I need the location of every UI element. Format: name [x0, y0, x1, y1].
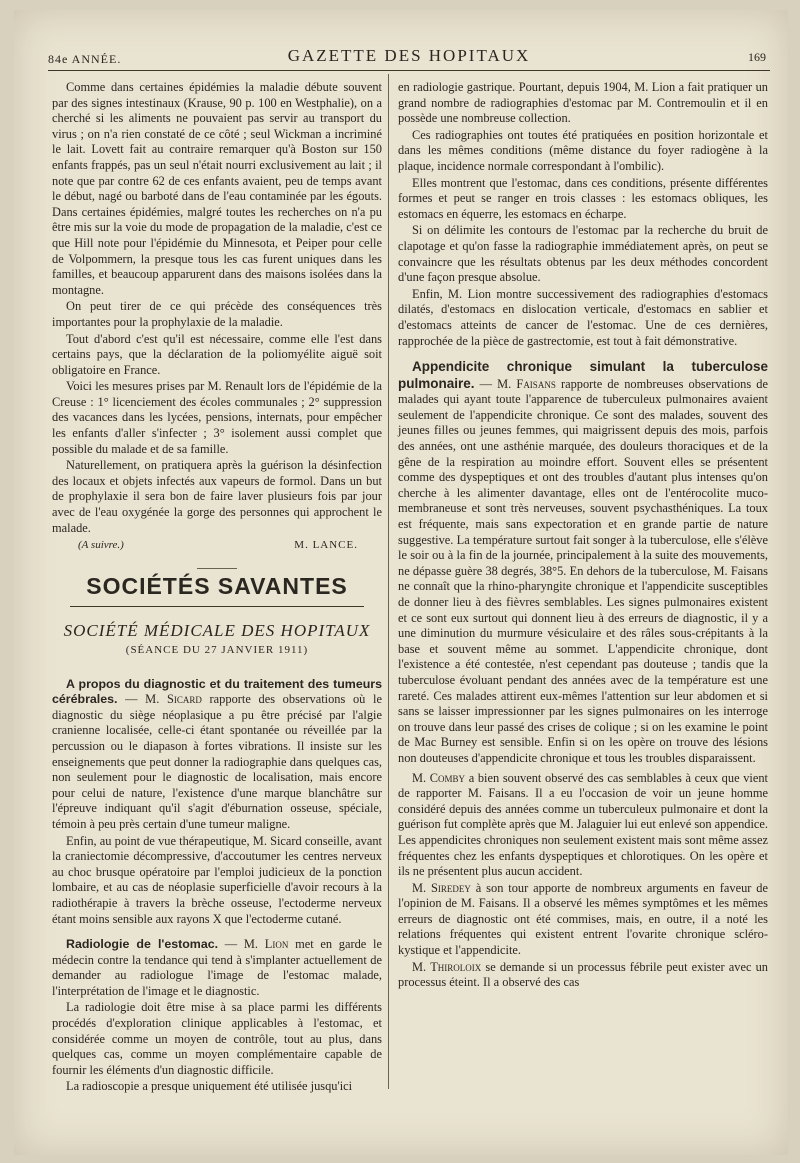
- speaker-name: Thiroloix: [430, 959, 482, 974]
- speaker-name: Faisans: [516, 376, 556, 391]
- article-heading: Appendicite chronique simulant la tuberculose pulmonaire.: [398, 359, 768, 391]
- article-text: rapporte de nombreuses observations de malades qui ayant toute l'apparence de tuberculeux pulmonaires avaient seulement de l'appendicite chronique. Ce sont des malades, souvent des jeunes filles ou jeunes femmes, qui maigrissent depuis des mois, parfois des années, ont une asthénie marquée, des douleurs thoraciques et de la gêne de la respiration au moindre effort. Souvent elles se présentent comme des dyspeptiques et ont des troubles d'autant plus intenses qu'on cherche à les alimenter davantage, elles ont de l'entérocolite muco-membraneuse et sont très nerveuses, souvent psychasthéniques. La toux est fréquente, mais sans expectoration et en grande partie de nature suggestive. La température surtout fait songer à la tuberculose, elle s'élève le soir ou à la fin de la journée, principalement à la suite des mouvements, ne dépasse guère 38 degrés, 38°5. En dehors de la tuberculose, M. Faisans ne connaît que la rhino-pharyngite chronique et l'appendicite susceptibles de donner lieu à des fièvres semblables. Les signes pulmonaires existent et ce sont eux surtout qui donnent lieu à des erreurs de diagnostic, il y a une diminution du murmure vésiculaire et des râles sous-crépitants à la base et souvent même au sommet. L'appendicite chronique, dont l'existence a été contestée, n'est cependant pas douteuse ; tandis que la tuberculose évoluant pendant des années avec de la température est une rareté. Ces malades attirent eux-mêmes l'attention sur leur abdomen et si sans se laisser impressionner par les signes pulmonaires on les interroge on trouve dans leur passé des crises de colique ; si on les examine le point de Mac Burney est sensible. Enfin si on les opère on trouve des lésions non douteuses d'appendicite chronique et tous les troubles disparaissent.: [398, 376, 768, 765]
- article-paragraph: M. Comby a bien souvent observé des cas semblables à ceux que vient de rapporter M. Faisans. Il a eu l'occasion de voir un jeune homme considéré depuis des années comme un tuberculeux pulmonaire et dont la guérison fut complète après que M. Jalaguier lui eut enlevé son appendice. Les appendicites chroniques non seulement existent mais sont même assez fréquentes chez les enfants dyspeptiques et chlorotiques. On les opère et ils ne présentent plus aucun accident.: [398, 770, 768, 879]
- paragraph: Tout d'abord c'est qu'il est nécessaire, comme elle l'est dans certains pays, que la déclaration de la poliomyélite aiguë soit obligatoire en France.: [52, 331, 382, 377]
- paragraph: Naturellement, on pratiquera après la guérison la désinfection des locaux et objets infectés aux vapeurs de formol. Dans un but de prophylaxie il sera bon de faire laver plusieurs fois par jour avec de l'eau oxygénée la gorge des personnes qui approchent le malade.: [52, 458, 382, 535]
- paragraph: Comme dans certaines épidémies la maladie débute souvent par des signes intestinaux (Krause, 90 p. 100 en Westphalie), on a cherché si les aliments ne pouvaient pas servir au transport du virus ; on n'a rien constaté de ce côté ; seul Wickman a incriminé le lait. Lovett fait au contraire remarquer qu'à Boston sur 150 enfants frappés, pas un seul n'était nourri exclusivement au lait ; il note que par contre 62 de ces enfants avaient, peu de temps avant le début, nagé ou barboté dans de l'eau contaminée par les égouts. Dans certaines épidémies, malgré toutes les recherches on n'a pu être mis sur la voie du mode de propagation de la maladie, c'est ce que Hill note pour l'épidémie du Minnesota, et Peiper pour celle de Volpommern, la presque tous les cas furent uniques dans les familles, et beaucoup apparurent dans des maisons isolées dans la montagne.: [52, 80, 382, 297]
- header-rule: [48, 70, 770, 71]
- section-title: SOCIÉTÉS SAVANTES: [86, 572, 348, 599]
- column-rule: [388, 74, 389, 1089]
- page-header: [48, 40, 770, 68]
- article-paragraph: Appendicite chronique simulant la tuberculose pulmonaire. — M. Faisans rapporte de nombreuses observations de malades qui ayant toute l'apparence de tuberculeux pulmonaires avaient seulement de l'appendicite chronique. Ce sont des malades, souvent des jeunes filles ou jeunes femmes, qui maigrissent depuis des mois, parfois des années, ont une asthénie marquée, des douleurs thoraciques et de la gêne de la respiration au moindre effort. Souvent elles se présentent comme des dyspeptiques et ont des troubles d'autant plus intenses qu'on cherche à les alimenter davantage, elles ont de l'entérocolite muco-membraneuse et sont très nerveuses, souvent psychasthéniques. La toux est fréquente, mais sans expectoration et en grande partie de nature suggestive. La température surtout fait songer à la tuberculose, elle s'élève le soir ou à la fin de la journée, principalement à la suite des mouvements, ne dépasse guère 38 degrés, 38°5. En dehors de la tuberculose, M. Faisans ne connaît que la rhino-pharyngite chronique et l'appendicite susceptibles de donner lieu à des fièvres semblables. Les signes pulmonaires existent et ce sont eux surtout qui donnent lieu à des erreurs de diagnostic, il y a une diminution du murmure vésiculaire et des râles sous-crépitants à la base et souvent même au sommet. L'appendicite chronique, dont l'existence a été contestée, n'est cependant pas douteuse ; tandis que la tuberculose évoluant pendant des années avec de la température est une rareté. Ces malades attirent eux-mêmes l'attention sur leur abdomen et si sans se laisser impressionner par les signes pulmonaires on les interroge on trouve dans leur passé des crises de colique ; si on les examine le point de Mac Burney est sensible. Enfin si on les opère on trouve des lésions non douteuses d'appendicite chronique et tous les troubles disparaissent.: [398, 359, 768, 765]
- paragraph: Voici les mesures prises par M. Renault lors de l'épidémie de la Creuse : 1° licenciement des écoles communales ; 2° suppression des vacances dans les lycées, pensions, internats, pour empêcher les enfants d'aller s'infecter ; 3° isolement aussi complet que possible du malade et de sa famille.: [52, 379, 382, 456]
- to-be-continued: (A suivre.): [78, 539, 124, 552]
- article-text: met en garde le médecin contre la tendance qui tend à s'implanter actuellement de demander au radiologue l'image de l'estomac malade, l'interprétation de l'image et le diagnostic.: [52, 937, 382, 998]
- year-label: 84e ANNÉE.: [48, 52, 122, 66]
- article-paragraph: M. Thiroloix se demande si un processus fébrile peut exister avec un processus éteint. Il a observé des cas: [398, 959, 768, 990]
- paragraph: Ces radiographies ont toutes été pratiquées en position horizontale et dans les mêmes conditions (même distance du foyer radiogène à la plaque, incidence normale correspondant à l'ombilic).: [398, 127, 768, 173]
- article-heading: Radiologie de l'estomac.: [66, 937, 219, 952]
- paragraph: La radioscopie a presque uniquement été utilisée jusqu'ici: [66, 1079, 353, 1094]
- article-text: a bien souvent observé des cas semblables à ceux que vient de rapporter M. Faisans. Il a eu l'occasion de voir un jeune homme considéré depuis des années comme un tuberculeux pulmonaire et dont la guérison fut complète après que M. Jalaguier lui eut enlevé son appendice. Les appendicites chroniques non seulement existent mais sont même assez fréquentes chez les enfants dyspeptiques et chlorotiques. On les opère et ils ne présentent plus aucun accident.: [398, 770, 768, 879]
- article-paragraph: Radiologie de l'estomac. — M. Lion met en garde le médecin contre la tendance qui tend à s'implanter actuellement de demander au radiologue l'image de l'estomac malade, l'interprétation de l'image et le diagnostic.: [52, 937, 382, 998]
- society-title: SOCIÉTÉ MÉDICALE DES HOPITAUX: [63, 621, 371, 641]
- session-date: (SÉANCE DU 27 JANVIER 1911): [125, 644, 309, 656]
- speaker-name: Lion: [264, 937, 289, 952]
- paragraph: Si on délimite les contours de l'estomac par la recherche du bruit de clapotage et qu'on fasse la radiographie immédiatement après, on peut se convaincre que les résultats obtenus par les deux méthodes concordent d'une façon presque absolue.: [398, 223, 768, 285]
- paragraph: La radiologie doit être mise à sa place parmi les différents procédés d'exploration clinique applicables à l'estomac, et considérée comme un moyen de contrôle, tout au plus, dans quelques cas, comme un moyen complémentaire capable de fournir les éléments d'un diagnostic difficile.: [52, 1000, 382, 1077]
- paragraph: On peut tirer de ce qui précède des conséquences très importantes pour la prophylaxie de la maladie.: [52, 299, 382, 329]
- article-author: M. LANCE.: [294, 539, 358, 552]
- article-heading: A propos du diagnostic et du traitement des tumeurs cérébrales.: [52, 676, 382, 707]
- paragraph: Enfin, au point de vue thérapeutique, M. Sicard conseille, avant la craniectomie décompressive, d'accoutumer les centres nerveux au choc brusque opératoire par l'emploi judicieux de la ponction lombaire, et au cas de néoplasie superficielle d'avoir recours à la radiothérapie à travers la brèche osseuse, l'ectoderme nerveux étant moins sensible aux rayons X que l'ectoderme cutané.: [52, 833, 382, 926]
- article-text: à son tour apporte de nombreux arguments en faveur de l'opinion de M. Faisans. Il a observé les mêmes symptômes et les mêmes erreurs de diagnostic ont été commises, mais, en outre, il a noté les relations fréquentes qui existent entrent l'ovarite chronique scléro-kystique et l'appendicite.: [398, 880, 768, 958]
- paragraph: Enfin, M. Lion montre successivement des radiographies d'estomacs dilatés, d'estomacs en dislocation verticale, d'estomacs en sablier et d'estomacs atteints de cancer de l'estomac. Une de ces dernières, rapprochée de la pièce de gastrectomie, est tout à fait démonstrative.: [398, 286, 768, 348]
- right-column: [398, 80, 768, 991]
- journal-title: GAZETTE DES HOPITAUX: [287, 46, 531, 65]
- left-column: [52, 80, 382, 1095]
- section-rule: [70, 606, 364, 607]
- article-paragraph: M. Siredey à son tour apporte de nombreux arguments en faveur de l'opinion de M. Faisans. Il a observé les mêmes symptômes et les mêmes erreurs de diagnostic ont été commises, mais, en outre, il a noté les relations fréquentes qui existent entrent l'ovarite chronique scléro-kystique et l'appendicite.: [398, 880, 768, 958]
- speaker-name: Siredey: [431, 880, 471, 895]
- page-number: 169: [748, 50, 766, 64]
- signature-line: [52, 538, 382, 554]
- paragraph: en radiologie gastrique. Pourtant, depuis 1904, M. Lion a fait pratiquer un grand nombre de radiographies d'estomac par M. Contremoulin et il en possède une nombreuse collection.: [398, 80, 768, 126]
- speaker-name: Comby: [429, 770, 466, 785]
- divider: [197, 568, 237, 569]
- paragraph: Elles montrent que l'estomac, dans ces conditions, présente différentes formes et peut se ranger en trois classes : les estomacs obliques, les estomacs en équerre, les estomacs en écharpe.: [398, 175, 768, 221]
- article-text: se demande si un processus fébrile peut exister avec un processus éteint. Il a observé des cas: [398, 959, 768, 990]
- article-text: rapporte des observations où le diagnostic du siège néoplasique a pu être précisé par l'algie cranienne localisée, celle-ci étant spontanée ou réveillée par la percussion ou le diapason à fortes vibrations. Il insiste sur les enseignements que peut donner la radiographie dans quelques cas, non seulement pour le diagnostic de localisation, mais encore pour celui de nature, l'existence d'une marque blanchâtre sur l'épreuve indiquant qu'il s'agit d'éburnation osseuse, spéciale, témoin à peu près certain d'une tumeur maligne.: [52, 692, 382, 831]
- speaker-name: Sicard: [166, 692, 202, 707]
- article-paragraph: A propos du diagnostic et du traitement des tumeurs cérébrales. — M. Sicard rapporte des observations où le diagnostic du siège néoplasique a pu être précisé par l'algie cranienne localisée, celle-ci étant spontanée ou réveillée par la percussion ou le diapason à fortes vibrations. Il insiste sur les enseignements que peut donner la radiographie dans quelques cas, non seulement pour le diagnostic de localisation, mais encore pour celui de nature, l'existence d'une marque blanchâtre sur l'épreuve indiquant qu'il s'agit d'éburnation osseuse, spéciale, témoin à peu près certain d'une tumeur maligne.: [52, 676, 382, 831]
